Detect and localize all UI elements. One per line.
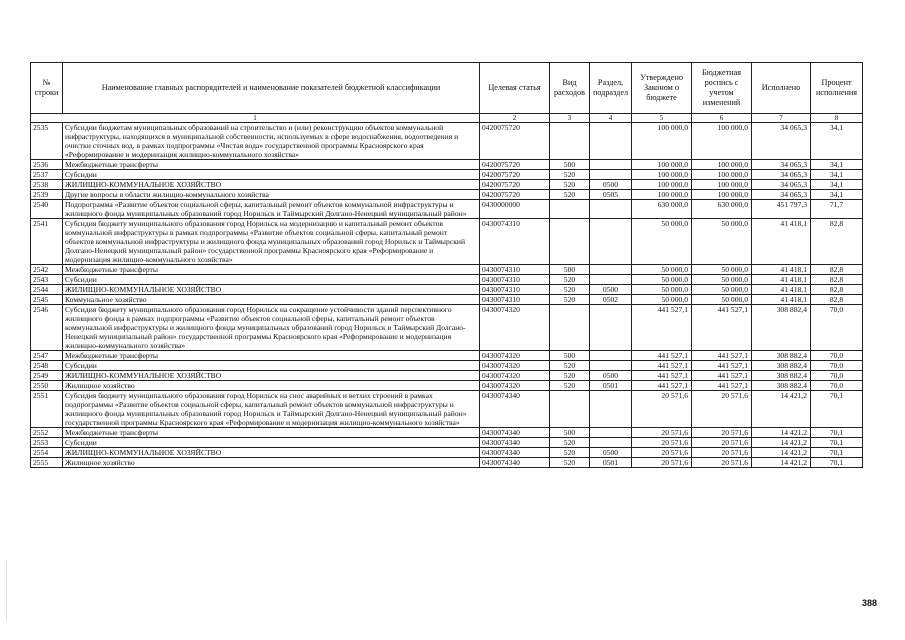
cell-name: Межбюджетные трансферты	[63, 265, 480, 275]
cell-approved: 20 571,6	[632, 448, 692, 458]
cell-budget-schedule: 441 527,1	[692, 361, 752, 371]
cell-percent: 70,0	[811, 371, 863, 381]
cell-budget-schedule: 441 527,1	[692, 351, 752, 361]
cell-section: 0502	[590, 295, 632, 305]
cell-section: 0500	[590, 371, 632, 381]
cell-percent: 82,8	[811, 295, 863, 305]
table-row	[31, 190, 863, 200]
header-row-number: № строки	[31, 63, 63, 114]
cell-executed: 41 418,1	[752, 295, 811, 305]
cell-executed: 34 065,3	[752, 170, 811, 180]
cell-row-number: 2543	[31, 275, 63, 285]
header-expense-type: Вид расходов	[550, 63, 590, 114]
cell-budget-schedule: 100 000,0	[692, 170, 752, 180]
cell-section: 0501	[590, 458, 632, 468]
cell-percent: 70,0	[811, 381, 863, 391]
cell-name: Субсидии бюджетам муниципальных образований на строительство и (или) реконструкцию объектов коммунальной инфраструктуры, находящихся в муниципальной собственности, используемых в сфере водоснабжения, водоотведения и очистки сточных вод, в рамках подпрограммы «Чистая вода» государственной программы Красноярского края «Реформирование и модернизация жилищно-коммунального хозяйства»	[63, 123, 480, 160]
cell-percent: 82,8	[811, 219, 863, 265]
cell-name: Субсидия бюджету муниципального образования город Норильск на модернизацию и капитальный ремонт объектов коммунальной инфраструктуры в рамках подпрограммы «Развитие объектов социальной сферы, капитальный ремонт объектов коммунальной инфраструктуры и жилищного фонда муниципальных образований город Норильск и Таймырский Долгано-Ненецкий муниципальный район» государственной программы Красноярского края «Реформирование и модернизация жилищно-коммунального хозяйства»	[63, 219, 480, 265]
cell-approved: 50 000,0	[632, 295, 692, 305]
cell-expense-type	[550, 200, 590, 219]
cell-name: Субсидии	[63, 275, 480, 285]
cell-executed: 14 421,2	[752, 458, 811, 468]
cell-percent: 82,8	[811, 285, 863, 295]
table-row	[31, 351, 863, 361]
cell-name: Субсидии	[63, 170, 480, 180]
table-row	[31, 160, 863, 170]
table-row	[31, 123, 863, 160]
header-executed: Исполнено	[752, 63, 811, 114]
cell-percent: 70,1	[811, 428, 863, 438]
column-number-2: 2	[480, 114, 550, 123]
cell-approved: 100 000,0	[632, 170, 692, 180]
cell-expense-type: 520	[550, 371, 590, 381]
cell-expense-type: 520	[550, 275, 590, 285]
cell-section	[590, 438, 632, 448]
table-row	[31, 219, 863, 265]
cell-row-number: 2546	[31, 305, 63, 351]
cell-expense-type: 520	[550, 180, 590, 190]
cell-section	[590, 160, 632, 170]
cell-expense-type: 500	[550, 351, 590, 361]
cell-target-article: 0430074340	[480, 438, 550, 448]
cell-target-article: 0430000000	[480, 200, 550, 219]
cell-section	[590, 428, 632, 438]
table-row	[31, 295, 863, 305]
cell-target-article: 0430074310	[480, 275, 550, 285]
cell-executed: 451 797,3	[752, 200, 811, 219]
cell-target-article: 0420075720	[480, 170, 550, 180]
cell-approved: 630 000,0	[632, 200, 692, 219]
cell-name: ЖИЛИЩНО-КОММУНАЛЬНОЕ ХОЗЯЙСТВО	[63, 180, 480, 190]
table-row	[31, 361, 863, 371]
cell-executed: 34 065,3	[752, 123, 811, 160]
table-row	[31, 428, 863, 438]
cell-target-article: 0430074310	[480, 295, 550, 305]
cell-target-article: 0430074340	[480, 448, 550, 458]
cell-target-article: 0430074320	[480, 361, 550, 371]
cell-budget-schedule: 441 527,1	[692, 371, 752, 381]
cell-row-number: 2544	[31, 285, 63, 295]
cell-approved: 441 527,1	[632, 361, 692, 371]
cell-section	[590, 265, 632, 275]
cell-section	[590, 170, 632, 180]
table-row	[31, 285, 863, 295]
cell-expense-type: 500	[550, 428, 590, 438]
cell-name: Другие вопросы в области жилищно-коммунального хозяйства	[63, 190, 480, 200]
cell-target-article: 0430074340	[480, 458, 550, 468]
cell-approved: 20 571,6	[632, 391, 692, 428]
cell-section	[590, 275, 632, 285]
cell-expense-type: 520	[550, 285, 590, 295]
cell-section: 0500	[590, 180, 632, 190]
budget-execution-table	[30, 62, 863, 468]
cell-row-number: 2547	[31, 351, 63, 361]
cell-name: Субсидия бюджету муниципального образования город Норильск на снос аварийных и ветхих строений в рамках подпрограммы «Развитие объектов социальной сферы, капитальный ремонт объектов коммунальной инфраструктуры и жилищного фонда муниципальных образований город Норильск и Таймырский Долгано-Ненецкий муниципальный район» государственной программы Красноярского края «Реформирование и модернизация жилищно-коммунального хозяйства»	[63, 391, 480, 428]
cell-name: Межбюджетные трансферты	[63, 160, 480, 170]
cell-expense-type: 500	[550, 160, 590, 170]
cell-section	[590, 123, 632, 160]
cell-percent: 70,1	[811, 391, 863, 428]
cell-section	[590, 361, 632, 371]
table-row	[31, 391, 863, 428]
table-row	[31, 448, 863, 458]
cell-row-number: 2535	[31, 123, 63, 160]
cell-row-number: 2549	[31, 371, 63, 381]
cell-expense-type: 520	[550, 381, 590, 391]
cell-expense-type: 520	[550, 458, 590, 468]
cell-approved: 50 000,0	[632, 275, 692, 285]
cell-expense-type: 520	[550, 448, 590, 458]
cell-name: Межбюджетные трансферты	[63, 428, 480, 438]
cell-name: Жилищное хозяйство	[63, 381, 480, 391]
cell-target-article: 0430074320	[480, 305, 550, 351]
cell-approved: 20 571,6	[632, 428, 692, 438]
column-number-1: 1	[31, 114, 480, 123]
cell-expense-type: 520	[550, 170, 590, 180]
cell-executed: 308 882,4	[752, 371, 811, 381]
cell-section	[590, 219, 632, 265]
cell-row-number: 2542	[31, 265, 63, 275]
cell-row-number: 2548	[31, 361, 63, 371]
cell-row-number: 2541	[31, 219, 63, 265]
cell-percent: 34,1	[811, 160, 863, 170]
cell-row-number: 2551	[31, 391, 63, 428]
cell-executed: 41 418,1	[752, 285, 811, 295]
cell-row-number: 2538	[31, 180, 63, 190]
cell-budget-schedule: 20 571,6	[692, 428, 752, 438]
cell-budget-schedule: 630 000,0	[692, 200, 752, 219]
cell-name: Подпрограмма «Развитие объектов социальной сферы, капитальный ремонт объектов коммунальной инфраструктуры и жилищного фонда муниципальных образований город Норильск и Таймырский Долгано-Ненецкий муниципальный район»	[63, 200, 480, 219]
table-row	[31, 371, 863, 381]
cell-expense-type	[550, 305, 590, 351]
cell-percent: 70,0	[811, 305, 863, 351]
cell-executed: 34 065,3	[752, 190, 811, 200]
table-header-row	[31, 63, 863, 114]
cell-target-article: 0420075720	[480, 190, 550, 200]
cell-budget-schedule: 50 000,0	[692, 285, 752, 295]
cell-target-article: 0430074310	[480, 219, 550, 265]
cell-executed: 34 065,3	[752, 160, 811, 170]
cell-budget-schedule: 441 527,1	[692, 305, 752, 351]
cell-section	[590, 351, 632, 361]
cell-expense-type	[550, 123, 590, 160]
header-percent: Процент исполнения	[811, 63, 863, 114]
cell-target-article: 0420075720	[480, 180, 550, 190]
table-row	[31, 381, 863, 391]
cell-target-article: 0420075720	[480, 160, 550, 170]
cell-target-article: 0430074310	[480, 285, 550, 295]
cell-name: ЖИЛИЩНО-КОММУНАЛЬНОЕ ХОЗЯЙСТВО	[63, 285, 480, 295]
cell-row-number: 2555	[31, 458, 63, 468]
cell-approved: 441 527,1	[632, 371, 692, 381]
cell-budget-schedule: 100 000,0	[692, 190, 752, 200]
table-row	[31, 458, 863, 468]
cell-section: 0501	[590, 381, 632, 391]
cell-executed: 41 418,1	[752, 275, 811, 285]
scan-edge-mark	[6, 560, 7, 620]
table-row	[31, 305, 863, 351]
cell-executed: 308 882,4	[752, 351, 811, 361]
cell-row-number: 2554	[31, 448, 63, 458]
column-number-4: 4	[590, 114, 632, 123]
cell-executed: 14 421,2	[752, 438, 811, 448]
table-row	[31, 170, 863, 180]
cell-approved: 20 571,6	[632, 438, 692, 448]
cell-name: Субсидии	[63, 438, 480, 448]
cell-row-number: 2550	[31, 381, 63, 391]
cell-section: 0500	[590, 448, 632, 458]
cell-budget-schedule: 20 571,6	[692, 458, 752, 468]
cell-approved: 50 000,0	[632, 285, 692, 295]
cell-approved: 100 000,0	[632, 160, 692, 170]
column-number-7: 7	[752, 114, 811, 123]
cell-percent: 82,8	[811, 265, 863, 275]
cell-expense-type: 520	[550, 190, 590, 200]
cell-budget-schedule: 100 000,0	[692, 180, 752, 190]
cell-budget-schedule: 20 571,6	[692, 438, 752, 448]
cell-target-article: 0430074310	[480, 265, 550, 275]
cell-row-number: 2539	[31, 190, 63, 200]
cell-name: Межбюджетные трансферты	[63, 351, 480, 361]
cell-target-article: 0430074320	[480, 351, 550, 361]
cell-executed: 41 418,1	[752, 265, 811, 275]
table-body	[31, 123, 863, 468]
cell-approved: 50 000,0	[632, 265, 692, 275]
cell-expense-type: 500	[550, 265, 590, 275]
cell-executed: 34 065,3	[752, 180, 811, 190]
cell-expense-type: 520	[550, 438, 590, 448]
cell-percent: 70,1	[811, 438, 863, 448]
cell-percent: 70,1	[811, 448, 863, 458]
cell-target-article: 0430074340	[480, 391, 550, 428]
cell-name: Субсидия бюджету муниципального образования город Норильск на сокращение устойчивости зданий перспективного жилищного фонда в рамках подпрограммы «Развитие объектов социальной сферы, капитальный ремонт объектов коммунальной инфраструктуры и жилищного фонда муниципальных образований город Норильск и Таймырский Долгано-Ненецкий муниципальный район» государственной программы Красноярского края «Реформирование и модернизация жилищно-коммунального хозяйства»	[63, 305, 480, 351]
cell-executed: 14 421,2	[752, 428, 811, 438]
column-number-5: 5	[632, 114, 692, 123]
table-row	[31, 200, 863, 219]
table-row	[31, 180, 863, 190]
header-target-article: Целевая статья	[480, 63, 550, 114]
cell-approved: 441 527,1	[632, 351, 692, 361]
cell-percent: 70,0	[811, 351, 863, 361]
cell-row-number: 2537	[31, 170, 63, 180]
cell-approved: 20 571,6	[632, 458, 692, 468]
cell-target-article: 0430074340	[480, 428, 550, 438]
cell-name: Жилищное хозяйство	[63, 458, 480, 468]
column-number-3: 3	[550, 114, 590, 123]
header-budget-schedule: Бюджетная роспись с учетом изменений	[692, 63, 752, 114]
cell-budget-schedule: 20 571,6	[692, 391, 752, 428]
cell-section	[590, 391, 632, 428]
cell-budget-schedule: 50 000,0	[692, 275, 752, 285]
cell-row-number: 2552	[31, 428, 63, 438]
cell-row-number: 2553	[31, 438, 63, 448]
cell-executed: 308 882,4	[752, 381, 811, 391]
cell-section	[590, 305, 632, 351]
page-number: 388	[861, 598, 877, 608]
cell-budget-schedule: 50 000,0	[692, 265, 752, 275]
cell-section: 0500	[590, 285, 632, 295]
cell-approved: 100 000,0	[632, 123, 692, 160]
cell-section: 0505	[590, 190, 632, 200]
cell-expense-type: 520	[550, 361, 590, 371]
cell-executed: 14 421,2	[752, 391, 811, 428]
cell-budget-schedule: 441 527,1	[692, 381, 752, 391]
cell-executed: 14 421,2	[752, 448, 811, 458]
column-number-6: 6	[692, 114, 752, 123]
header-section: Раздел, подраздел	[590, 63, 632, 114]
cell-percent: 70,1	[811, 458, 863, 468]
cell-percent: 34,1	[811, 190, 863, 200]
cell-budget-schedule: 20 571,6	[692, 448, 752, 458]
cell-expense-type: 520	[550, 295, 590, 305]
cell-row-number: 2540	[31, 200, 63, 219]
cell-percent: 34,1	[811, 180, 863, 190]
cell-approved: 100 000,0	[632, 190, 692, 200]
cell-expense-type	[550, 219, 590, 265]
cell-approved: 441 527,1	[632, 381, 692, 391]
cell-executed: 308 882,4	[752, 361, 811, 371]
cell-budget-schedule: 50 000,0	[692, 219, 752, 265]
cell-row-number: 2545	[31, 295, 63, 305]
cell-approved: 50 000,0	[632, 219, 692, 265]
table-row	[31, 438, 863, 448]
cell-target-article: 0430074320	[480, 371, 550, 381]
cell-name: Коммунальное хозяйство	[63, 295, 480, 305]
cell-percent: 70,0	[811, 361, 863, 371]
cell-row-number: 2536	[31, 160, 63, 170]
cell-target-article: 0420075720	[480, 123, 550, 160]
column-number-8: 8	[811, 114, 863, 123]
cell-name: ЖИЛИЩНО-КОММУНАЛЬНОЕ ХОЗЯЙСТВО	[63, 371, 480, 381]
cell-target-article: 0430074320	[480, 381, 550, 391]
cell-name: ЖИЛИЩНО-КОММУНАЛЬНОЕ ХОЗЯЙСТВО	[63, 448, 480, 458]
header-name: Наименование главных распорядителей и наименование показателей бюджетной классификации	[63, 63, 480, 114]
cell-executed: 308 882,4	[752, 305, 811, 351]
cell-percent: 34,1	[811, 123, 863, 160]
cell-expense-type	[550, 391, 590, 428]
cell-executed: 41 418,1	[752, 219, 811, 265]
table-row	[31, 265, 863, 275]
cell-approved: 441 527,1	[632, 305, 692, 351]
cell-approved: 100 000,0	[632, 180, 692, 190]
cell-section	[590, 200, 632, 219]
cell-percent: 71,7	[811, 200, 863, 219]
cell-percent: 82,8	[811, 275, 863, 285]
header-approved: Утверждено Законом о бюджете	[632, 63, 692, 114]
cell-budget-schedule: 50 000,0	[692, 295, 752, 305]
cell-budget-schedule: 100 000,0	[692, 160, 752, 170]
cell-name: Субсидии	[63, 361, 480, 371]
column-number-row	[31, 114, 863, 123]
table-row	[31, 275, 863, 285]
cell-percent: 34,1	[811, 170, 863, 180]
cell-budget-schedule: 100 000,0	[692, 123, 752, 160]
